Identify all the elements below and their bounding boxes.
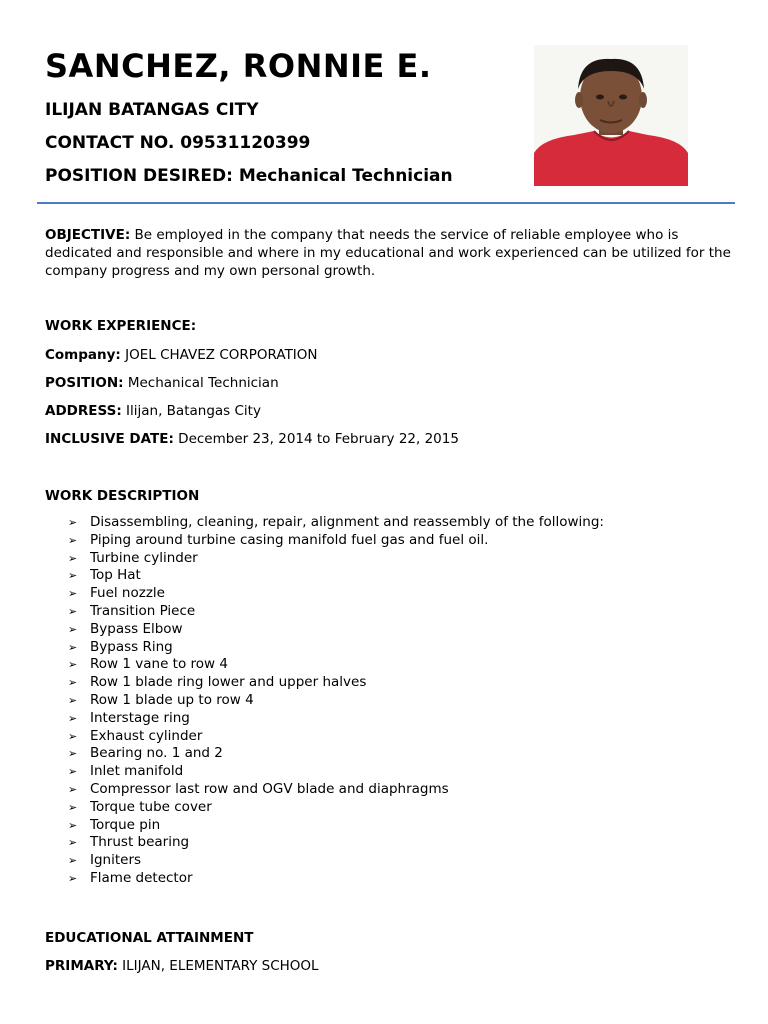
educational-attainment-heading: EDUCATIONAL ATTAINMENT [45, 930, 254, 946]
list-item [68, 621, 604, 639]
list-item [68, 781, 604, 799]
list-item [68, 710, 604, 728]
work-description-list [68, 514, 604, 888]
arrowhead-bullet-icon: ➢ [68, 676, 78, 690]
objective-text: Be employed in the company that needs the service of reliable employee who is dedicated and responsible and where in my educational and work experienced can be utilized for the company progress and my own personal growth. [45, 227, 731, 279]
list-item-text: Inlet manifold [90, 763, 184, 780]
company-label: Company: [45, 347, 121, 363]
objective-section [45, 226, 735, 280]
list-item-text: Torque tube cover [90, 798, 212, 815]
arrowhead-bullet-icon: ➢ [68, 533, 78, 547]
address-row [45, 402, 261, 420]
list-item [68, 550, 604, 568]
list-item [68, 834, 604, 852]
list-item-text: Row 1 blade up to row 4 [90, 691, 254, 708]
list-item-text: Flame detector [90, 869, 193, 886]
list-item [68, 532, 604, 550]
list-item [68, 763, 604, 781]
list-item [68, 870, 604, 888]
arrowhead-bullet-icon: ➢ [68, 551, 78, 565]
list-item [68, 567, 604, 585]
objective-label: OBJECTIVE: [45, 227, 131, 243]
arrowhead-bullet-icon: ➢ [68, 782, 78, 796]
list-item-text: Bearing no. 1 and 2 [90, 745, 223, 762]
inclusive-date-value: December 23, 2014 to February 22, 2015 [178, 431, 459, 447]
arrowhead-bullet-icon: ➢ [68, 711, 78, 725]
company-row [45, 346, 318, 364]
contact-number: CONTACT NO. 09531120399 [45, 133, 311, 153]
company-value: JOEL CHAVEZ CORPORATION [125, 347, 318, 363]
work-description-heading: WORK DESCRIPTION [45, 488, 200, 504]
arrowhead-bullet-icon: ➢ [68, 622, 78, 636]
list-item [68, 817, 604, 835]
arrowhead-bullet-icon: ➢ [68, 587, 78, 601]
list-item [68, 639, 604, 657]
profile-photo-image [534, 45, 688, 186]
primary-education-row [45, 957, 319, 975]
list-item-text: Disassembling, cleaning, repair, alignment and reassembly of the following: [90, 514, 604, 530]
list-item-text: Interstage ring [90, 709, 190, 726]
list-item-text: Igniters [90, 852, 142, 869]
arrowhead-bullet-icon: ➢ [68, 604, 78, 618]
list-item [68, 585, 604, 603]
list-item-text: Bypass Ring [90, 638, 173, 655]
list-item-text: Piping around turbine casing manifold fuel gas and fuel oil. [90, 531, 489, 548]
primary-value: ILIJAN, ELEMENTARY SCHOOL [122, 958, 319, 974]
arrowhead-bullet-icon: ➢ [68, 658, 78, 672]
arrowhead-bullet-icon: ➢ [68, 871, 78, 885]
list-item [68, 799, 604, 817]
list-item-text: Thrust bearing [90, 834, 190, 851]
position-label: POSITION: [45, 375, 124, 391]
arrowhead-bullet-icon: ➢ [68, 516, 78, 529]
list-item-text: Row 1 vane to row 4 [90, 656, 228, 673]
list-item [68, 728, 604, 746]
arrowhead-bullet-icon: ➢ [68, 693, 78, 707]
list-item [68, 603, 604, 621]
position-row [45, 374, 279, 392]
arrowhead-bullet-icon: ➢ [68, 800, 78, 814]
list-item [68, 852, 604, 870]
inclusive-date-row [45, 430, 459, 448]
applicant-address: ILIJAN BATANGAS CITY [45, 100, 259, 120]
address-value: Ilijan, Batangas City [126, 403, 261, 419]
list-item-text: Turbine cylinder [90, 549, 198, 566]
arrowhead-bullet-icon: ➢ [68, 569, 78, 583]
arrowhead-bullet-icon: ➢ [68, 836, 78, 850]
list-item-text: Compressor last row and OGV blade and diaphragms [90, 780, 449, 797]
list-item-text: Top Hat [90, 567, 141, 584]
list-item [68, 514, 604, 532]
arrowhead-bullet-icon: ➢ [68, 747, 78, 761]
list-item-text: Fuel nozzle [90, 585, 165, 602]
arrowhead-bullet-icon: ➢ [68, 640, 78, 654]
arrowhead-bullet-icon: ➢ [68, 729, 78, 743]
list-item-text: Bypass Elbow [90, 620, 183, 637]
position-desired: POSITION DESIRED: Mechanical Technician [45, 166, 453, 186]
address-label: ADDRESS: [45, 403, 122, 419]
inclusive-date-label: INCLUSIVE DATE: [45, 431, 174, 447]
position-value: Mechanical Technician [127, 375, 279, 391]
list-item-text: Row 1 blade ring lower and upper halves [90, 674, 367, 691]
arrowhead-bullet-icon: ➢ [68, 765, 78, 779]
arrowhead-bullet-icon: ➢ [68, 818, 78, 832]
list-item-text: Exhaust cylinder [90, 727, 203, 744]
work-experience-heading: WORK EXPERIENCE: [45, 318, 197, 334]
list-item-text: Torque pin [90, 816, 161, 833]
primary-label: PRIMARY: [45, 958, 118, 974]
arrowhead-bullet-icon: ➢ [68, 854, 78, 868]
list-item-text: Transition Piece [90, 602, 196, 619]
list-item [68, 656, 604, 674]
profile-photo [534, 45, 688, 186]
list-item [68, 674, 604, 692]
header-divider [37, 202, 735, 204]
applicant-name: SANCHEZ, RONNIE E. [45, 47, 432, 85]
list-item [68, 692, 604, 710]
list-item [68, 745, 604, 763]
